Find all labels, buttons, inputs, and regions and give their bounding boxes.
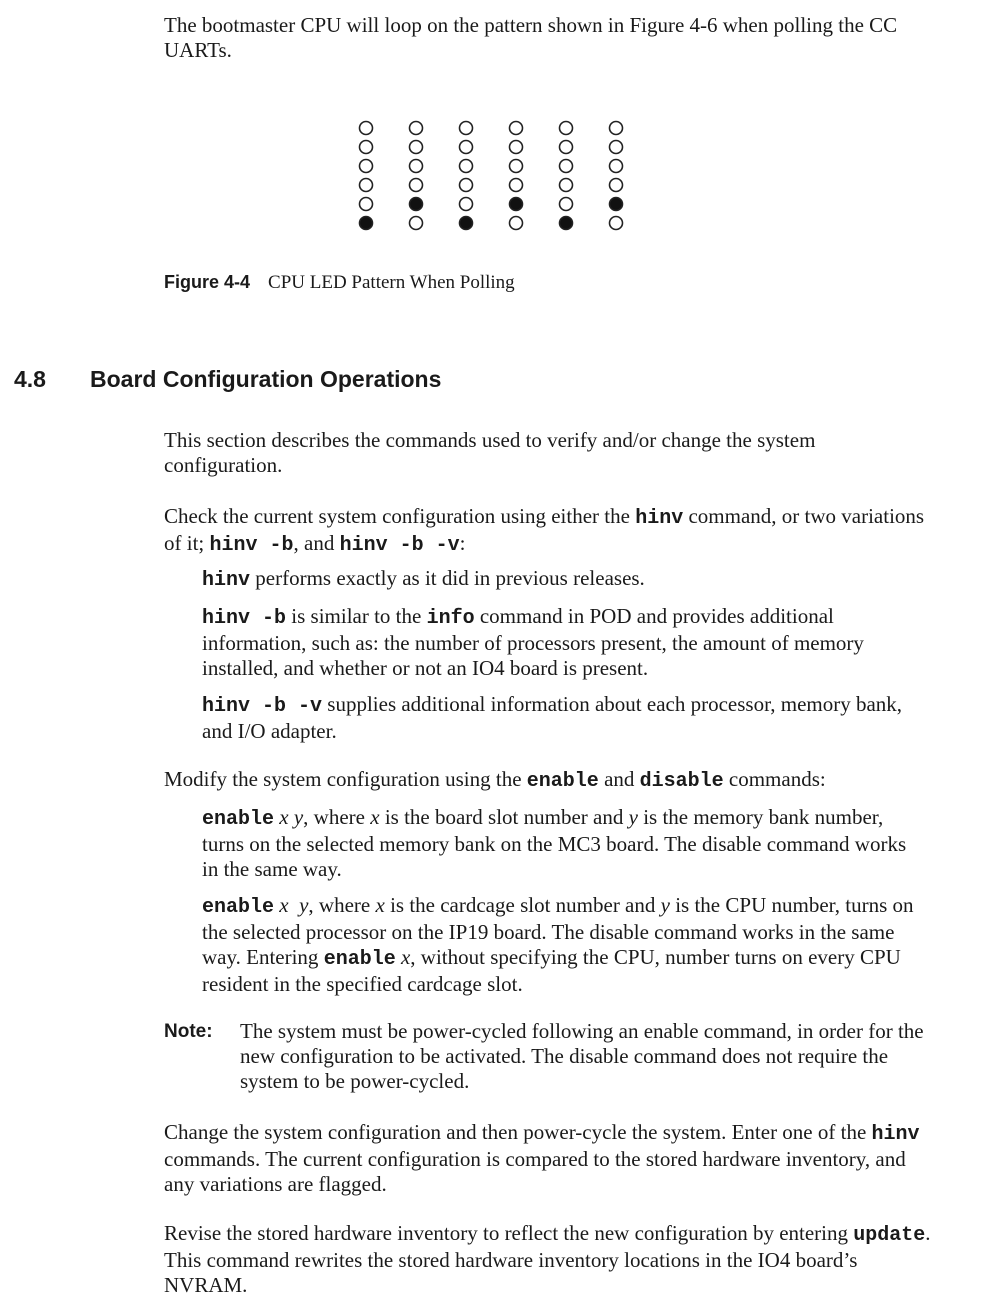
note-text	[240, 1019, 996, 1094]
b2-text-2: command in POD and provides additional	[474, 604, 834, 628]
led-off	[460, 179, 473, 192]
var-y: y	[660, 893, 670, 917]
p2-text-5: :	[459, 531, 466, 555]
led-off	[410, 122, 423, 135]
led-off	[460, 198, 473, 211]
paragraph-intro-section	[164, 428, 984, 478]
b1-text: performs exactly as it did in previous releases.	[250, 566, 645, 590]
intro-paragraph	[164, 13, 984, 63]
command-hinv: hinv	[635, 507, 684, 530]
led-off	[410, 179, 423, 192]
b5-text-1: , where	[308, 893, 376, 917]
command-update: update	[853, 1224, 926, 1247]
figure-title: CPU LED Pattern When Polling	[268, 272, 515, 293]
b3-text-1: supplies additional information about each processor, memory bank,	[322, 692, 903, 716]
b5-line-2: the selected processor on the IP19 board. The disable command works in the same	[202, 920, 895, 944]
item-hinv-b-v	[202, 692, 992, 744]
led-off	[410, 141, 423, 154]
led-off	[560, 179, 573, 192]
b5-text-3: is the CPU number, turns on	[669, 893, 914, 917]
note-line-2: new configuration to be activated. The disable command does not require the	[240, 1044, 889, 1068]
led-on	[510, 198, 523, 211]
item-enable-memory-bank	[202, 805, 992, 882]
b5-text-5: , without specifying the CPU, number turns on every CPU	[410, 945, 901, 969]
p5-line-2: This command rewrites the stored hardware inventory locations in the IO4 board’s	[164, 1248, 858, 1272]
p4-line-3: any variations are flagged.	[164, 1172, 387, 1196]
p2-text-3: of it;	[164, 531, 210, 555]
var-x: x	[279, 893, 289, 917]
paragraph-check-config	[164, 504, 994, 558]
note-line-1: The system must be power-cycled following an enable command, in order for the	[240, 1019, 924, 1043]
note-line-3: system to be power-cycled.	[240, 1069, 470, 1093]
p5-text-1: Revise the stored hardware inventory to reflect the new configuration by entering	[164, 1221, 854, 1245]
command-hinv-b: hinv -b	[209, 534, 294, 557]
intro-line-2: UARTs.	[164, 38, 232, 62]
note-label: Note:	[164, 1021, 213, 1042]
p2-text-2: command, or two variations	[683, 504, 925, 528]
led-on	[610, 198, 623, 211]
command-hinv-b-v: hinv -b -v	[202, 695, 323, 718]
b2-line-2: information, such as: the number of processors present, the amount of memory	[202, 631, 864, 655]
command-hinv: hinv	[202, 569, 251, 592]
b3-line-2: and I/O adapter.	[202, 719, 337, 743]
led-off	[360, 198, 373, 211]
command-hinv-b: hinv -b	[202, 607, 287, 630]
command-hinv: hinv	[871, 1123, 920, 1146]
command-disable: disable	[639, 770, 724, 793]
p2-text-4: , and	[293, 531, 340, 555]
command-enable: enable	[202, 896, 275, 919]
p1-line-1: This section describes the commands used to verify and/or change the system	[164, 428, 816, 452]
led-on	[560, 217, 573, 230]
led-off	[410, 217, 423, 230]
led-off	[510, 122, 523, 135]
paragraph-change-config	[164, 1120, 994, 1197]
p3-text-2: and	[598, 767, 640, 791]
led-off	[510, 179, 523, 192]
led-off	[510, 141, 523, 154]
section-number: 4.8	[14, 366, 46, 392]
var-x: x	[400, 945, 411, 969]
p1-line-2: configuration.	[164, 453, 283, 477]
led-off	[460, 160, 473, 173]
var-x: x	[279, 805, 289, 829]
p5-text-2: .	[925, 1221, 931, 1245]
led-off	[460, 122, 473, 135]
var-x: x	[370, 805, 380, 829]
led-off	[560, 122, 573, 135]
p4-text-1: Change the system configuration and then power-cycle the system. Enter one of the	[164, 1120, 872, 1144]
led-off	[610, 179, 623, 192]
section-heading	[14, 366, 441, 393]
b2-line-3: installed, and whether or not an IO4 board is present.	[202, 656, 649, 680]
var-x: x	[375, 893, 385, 917]
paragraph-modify-config	[164, 767, 994, 794]
led-off	[610, 122, 623, 135]
led-off	[510, 160, 523, 173]
p4-line-2: commands. The current configuration is compared to the stored hardware inventory, and	[164, 1147, 906, 1171]
led-on	[410, 198, 423, 211]
figure-label: Figure 4-4	[164, 272, 251, 292]
b4-text-2: is the board slot number and	[379, 805, 629, 829]
figure-caption	[164, 270, 515, 295]
p2-text-1: Check the current system configuration using either the	[164, 504, 636, 528]
b4-line-2: turns on the selected memory bank on the MC3 board. The disable command works	[202, 832, 907, 856]
led-on	[460, 217, 473, 230]
p3-text-1: Modify the system configuration using the	[164, 767, 527, 791]
var-y: y	[293, 805, 304, 829]
command-enable: enable	[526, 770, 599, 793]
b2-text-1: is similar to the	[286, 604, 427, 628]
led-off	[360, 122, 373, 135]
item-enable-processor	[202, 893, 997, 997]
led-off	[360, 179, 373, 192]
b5-text-4: way. Entering	[202, 945, 324, 969]
led-on	[360, 217, 373, 230]
led-off	[510, 217, 523, 230]
led-off	[610, 141, 623, 154]
b5-text-2: is the cardcage slot number and	[384, 893, 661, 917]
led-off	[460, 141, 473, 154]
p3-text-3: commands:	[723, 767, 826, 791]
section-title: Board Configuration Operations	[90, 366, 442, 392]
cpu-led-pattern-figure	[352, 118, 632, 238]
b4-text-1: , where	[303, 805, 371, 829]
b4-text-3: is the memory bank number,	[637, 805, 884, 829]
led-off	[560, 141, 573, 154]
p5-line-3: NVRAM.	[164, 1273, 248, 1297]
b5-line-4: resident in the specified cardcage slot.	[202, 972, 523, 996]
led-off	[360, 141, 373, 154]
item-hinv-b	[202, 604, 992, 681]
command-enable: enable	[323, 948, 396, 971]
command-hinv-b-v: hinv -b -v	[339, 534, 460, 557]
b4-line-3: in the same way.	[202, 857, 342, 881]
command-enable: enable	[202, 808, 275, 831]
led-off	[360, 160, 373, 173]
command-info: info	[426, 607, 475, 630]
var-y: y	[299, 893, 309, 917]
led-off	[560, 198, 573, 211]
led-off	[610, 217, 623, 230]
intro-line-1: The bootmaster CPU will loop on the pattern shown in Figure 4-6 when polling the CC	[164, 13, 898, 37]
led-off	[560, 160, 573, 173]
led-off	[410, 160, 423, 173]
led-off	[610, 160, 623, 173]
paragraph-update-inventory	[164, 1221, 994, 1298]
var-y: y	[628, 805, 638, 829]
item-hinv	[202, 566, 992, 593]
